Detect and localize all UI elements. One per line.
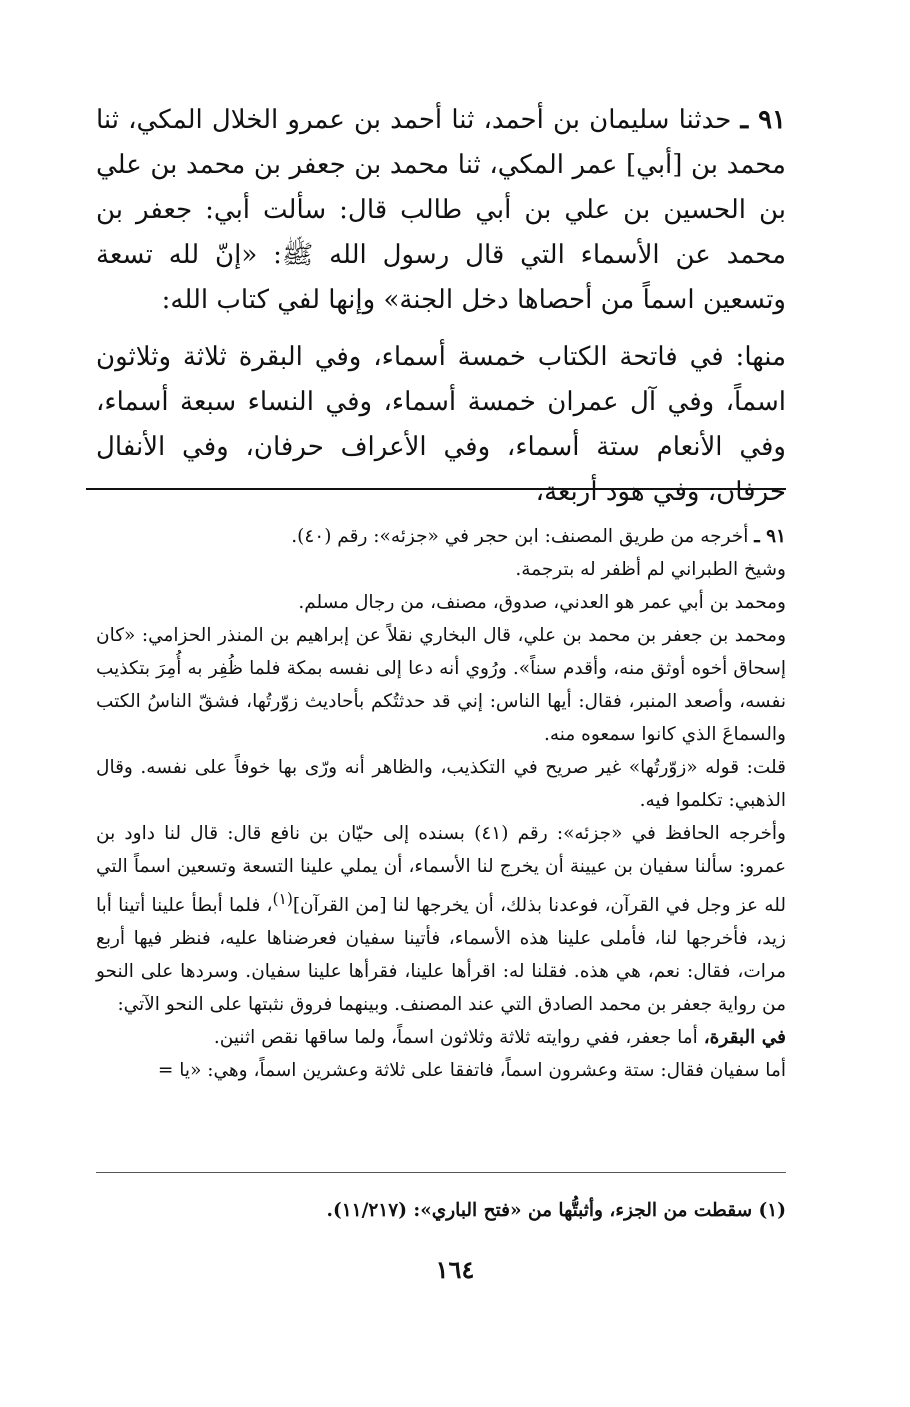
commentary-line: أما سفيان فقال: ستة وعشرون اسماً، فاتفقا على ثلاثة وعشرين اسماً، وهي: «يا = bbox=[157, 1060, 786, 1082]
hadith-number: ٩١ ـ bbox=[740, 105, 786, 135]
page-number: ١٦٤ bbox=[435, 1255, 475, 1284]
footnote-rule bbox=[96, 1172, 786, 1173]
commentary-line: وأخرجه الحافظ في «جزئه»: رقم (٤١) بسنده إلى حيّان بن نافع قال: قال لنا داود بن عمرو: سألنا سفيان بن عيينة أن يخرج لنا الأسماء، أن يملي علينا التسعة وتسعين اسماً التي لله عز وجل في القرآن، فوعدنا بذلك، أن يخرجها لنا [من القرآن]$^{(١)}$، فلما أبطأ علينا أتينا أبا زيد، فأخرجها لنا، فأملى علينا هذه الأسماء، فأتينا سفيان فعرضناها عليه، فنظر فيها أربع مرات، فقال: نعم، هي هذه. فقلنا له: اقرأها علينا، فقرأها علينا سفيان. وسردها على النحو من رواية جعفر بن محمد الصادق التي عند المصنف. وبينهما فروق نثبتها على النحو الآتي: bbox=[96, 823, 786, 1016]
commentary-line: وشيخ الطبراني لم أظفر له بترجمة. bbox=[515, 559, 786, 580]
commentary-line: في البقرة، أما جعفر، ففي روايته ثلاثة وثلاثون اسماً، ولما ساقها نقص اثنين. bbox=[213, 1027, 786, 1049]
footnote: (١) سقطت من الجزء، وأثبتُّها من «فتح الباري»: (١١/٢١٧). bbox=[326, 1200, 786, 1221]
footnote-ref: (١) bbox=[272, 890, 293, 908]
commentary-line: ومحمد بن جعفر بن محمد بن علي، قال البخاري نقلاً عن إبراهيم بن المنذر الحزامي: «كان إسحاق أخوه أوثق منه، وأقدم سناً». ورُوي أنه دعا إلى نفسه بمكة فلما ظُفِر به أُمِرَ بتكذيب نفسه، وأصعد المنبر، فقال: أيها الناس: إني قد حدثتُكم بأحاديث زوّرتُها، فشقّ الناسُ الكتب والسماعَ الذي كانوا سمعوه منه. bbox=[96, 625, 786, 745]
commentary bbox=[96, 520, 786, 1087]
commentary-line: ٩١ ـ أخرجه من طريق المصنف: ابن حجر في «جزئه»: رقم (٤٠). bbox=[291, 526, 786, 547]
names-paragraph: منها: في فاتحة الكتاب خمسة أسماء، وفي البقرة ثلاثة وثلاثون اسماً، وفي آل عمران خمسة أسماء، وفي النساء سبعة أسماء، وفي الأنعام ستة أسماء، وفي الأعراف حرفان، وفي الأنفال حرفان، وفي هود أربعة، bbox=[96, 342, 786, 507]
commentary-line: قلت: قوله «زوّرتُها» غير صريح في التكذيب، والظاهر أنه ورّى بها خوفاً على نفسه. وقال الذهبي: تكلموا فيه. bbox=[96, 757, 786, 811]
commentary-line: ومحمد بن أبي عمر هو العدني، صدوق، مصنف، من رجال مسلم. bbox=[298, 592, 786, 613]
hadith-paragraph bbox=[96, 98, 786, 323]
commentary-number: ٩١ ـ bbox=[754, 526, 786, 547]
main-text bbox=[96, 98, 786, 515]
separator-rule bbox=[86, 488, 786, 490]
hadith-text: حدثنا سليمان بن أحمد، ثنا أحمد بن عمرو الخلال المكي، ثنا محمد بن [أبي] عمر المكي، ثنا محمد بن جعفر بن محمد بن علي بن الحسين بن علي بن أبي طالب قال: سألت أبي: جعفر بن محمد عن الأسماء التي قال رسول الله ﷺ: «إنّ لله تسعة وتسعين اسماً من أحصاها دخل الجنة» وإنها لفي كتاب الله: bbox=[96, 105, 786, 315]
